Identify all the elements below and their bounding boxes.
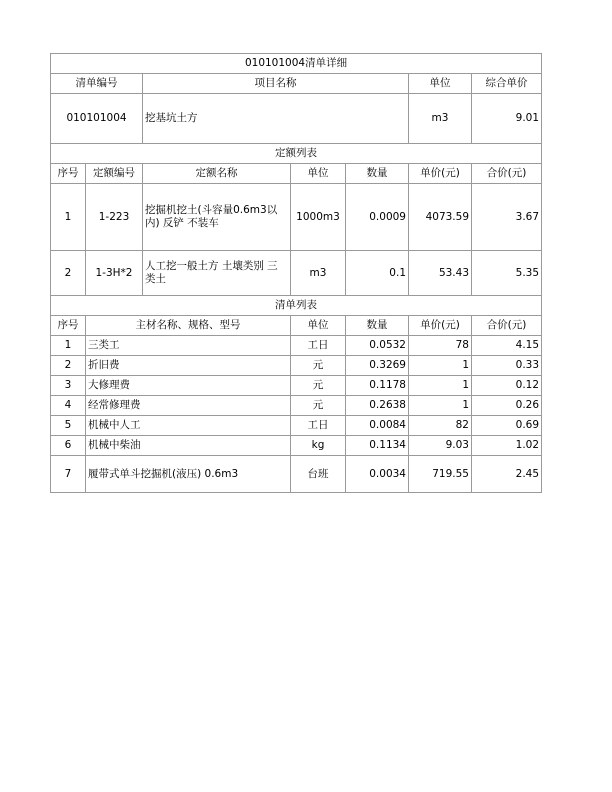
summary-header-price: 综合单价 (472, 74, 542, 94)
material-row-unit: 工日 (291, 416, 346, 436)
quota-row-unit: m3 (291, 251, 346, 296)
quota-header-no: 序号 (51, 164, 86, 184)
quota-section-title: 定额列表 (51, 144, 542, 164)
material-row-total: 0.33 (472, 356, 542, 376)
material-row-total: 2.45 (472, 456, 542, 493)
quota-row-no: 1 (51, 184, 86, 251)
summary-price: 9.01 (472, 94, 542, 144)
bill-detail-table (50, 53, 542, 493)
material-row-unit: kg (291, 436, 346, 456)
material-row-price: 1 (409, 356, 472, 376)
quota-row-no: 2 (51, 251, 86, 296)
material-row-no: 6 (51, 436, 86, 456)
material-row (51, 456, 542, 493)
materials-header-price: 单价(元) (409, 316, 472, 336)
material-row (51, 376, 542, 396)
material-row-no: 2 (51, 356, 86, 376)
material-row-unit: 工日 (291, 336, 346, 356)
quota-header-code: 定额编号 (86, 164, 143, 184)
summary-header-code: 清单编号 (51, 74, 143, 94)
material-row (51, 436, 542, 456)
material-row-price: 78 (409, 336, 472, 356)
material-row-name: 折旧费 (86, 356, 291, 376)
material-row-qty: 0.1134 (346, 436, 409, 456)
quota-row-qty: 0.0009 (346, 184, 409, 251)
quota-header-total: 合价(元) (472, 164, 542, 184)
material-row-no: 3 (51, 376, 86, 396)
material-row-price: 9.03 (409, 436, 472, 456)
quota-header-price: 单价(元) (409, 164, 472, 184)
material-row-name: 大修理费 (86, 376, 291, 396)
quota-row-name: 人工挖一般土方 土壤类别 三类土 (143, 251, 291, 296)
material-row-no: 4 (51, 396, 86, 416)
material-row-no: 7 (51, 456, 86, 493)
material-row (51, 336, 542, 356)
material-row-qty: 0.0084 (346, 416, 409, 436)
material-row-no: 5 (51, 416, 86, 436)
materials-header-no: 序号 (51, 316, 86, 336)
materials-header-name: 主材名称、规格、型号 (86, 316, 291, 336)
quota-header-qty: 数量 (346, 164, 409, 184)
quota-header-unit: 单位 (291, 164, 346, 184)
quota-row-qty: 0.1 (346, 251, 409, 296)
material-row-qty: 0.2638 (346, 396, 409, 416)
quota-row-unit: 1000m3 (291, 184, 346, 251)
page-title: 010101004清单详细 (51, 54, 542, 74)
material-row-name: 机械中柴油 (86, 436, 291, 456)
material-row-name: 机械中人工 (86, 416, 291, 436)
material-row-unit: 元 (291, 356, 346, 376)
material-row (51, 396, 542, 416)
materials-header-total: 合价(元) (472, 316, 542, 336)
material-row-name: 三类工 (86, 336, 291, 356)
material-row-unit: 台班 (291, 456, 346, 493)
material-row (51, 416, 542, 436)
quota-row-price: 53.43 (409, 251, 472, 296)
material-row-total: 1.02 (472, 436, 542, 456)
material-row-price: 82 (409, 416, 472, 436)
material-row-name: 履带式单斗挖掘机(液压) 0.6m3 (86, 456, 291, 493)
quota-row-code: 1-3H*2 (86, 251, 143, 296)
material-row-name: 经常修理费 (86, 396, 291, 416)
quota-row-name: 挖掘机挖土(斗容量0.6m3以内) 反铲 不装车 (143, 184, 291, 251)
summary-name: 挖基坑土方 (143, 94, 409, 144)
materials-section-title: 清单列表 (51, 296, 542, 316)
material-row-unit: 元 (291, 396, 346, 416)
materials-header-unit: 单位 (291, 316, 346, 336)
material-row-price: 719.55 (409, 456, 472, 493)
summary-header-unit: 单位 (409, 74, 472, 94)
summary-unit: m3 (409, 94, 472, 144)
material-row-qty: 0.1178 (346, 376, 409, 396)
material-row-total: 0.26 (472, 396, 542, 416)
summary-header-name: 项目名称 (143, 74, 409, 94)
material-row-total: 4.15 (472, 336, 542, 356)
materials-header-qty: 数量 (346, 316, 409, 336)
material-row-qty: 0.0034 (346, 456, 409, 493)
quota-row-code: 1-223 (86, 184, 143, 251)
material-row-qty: 0.3269 (346, 356, 409, 376)
quota-header-name: 定额名称 (143, 164, 291, 184)
quota-row-total: 3.67 (472, 184, 542, 251)
material-row-no: 1 (51, 336, 86, 356)
material-row-unit: 元 (291, 376, 346, 396)
material-row (51, 356, 542, 376)
summary-code: 010101004 (51, 94, 143, 144)
material-row-price: 1 (409, 376, 472, 396)
quota-row (51, 184, 542, 251)
material-row-price: 1 (409, 396, 472, 416)
quota-row-price: 4073.59 (409, 184, 472, 251)
material-row-total: 0.69 (472, 416, 542, 436)
material-row-total: 0.12 (472, 376, 542, 396)
quota-row-total: 5.35 (472, 251, 542, 296)
quota-row (51, 251, 542, 296)
material-row-qty: 0.0532 (346, 336, 409, 356)
